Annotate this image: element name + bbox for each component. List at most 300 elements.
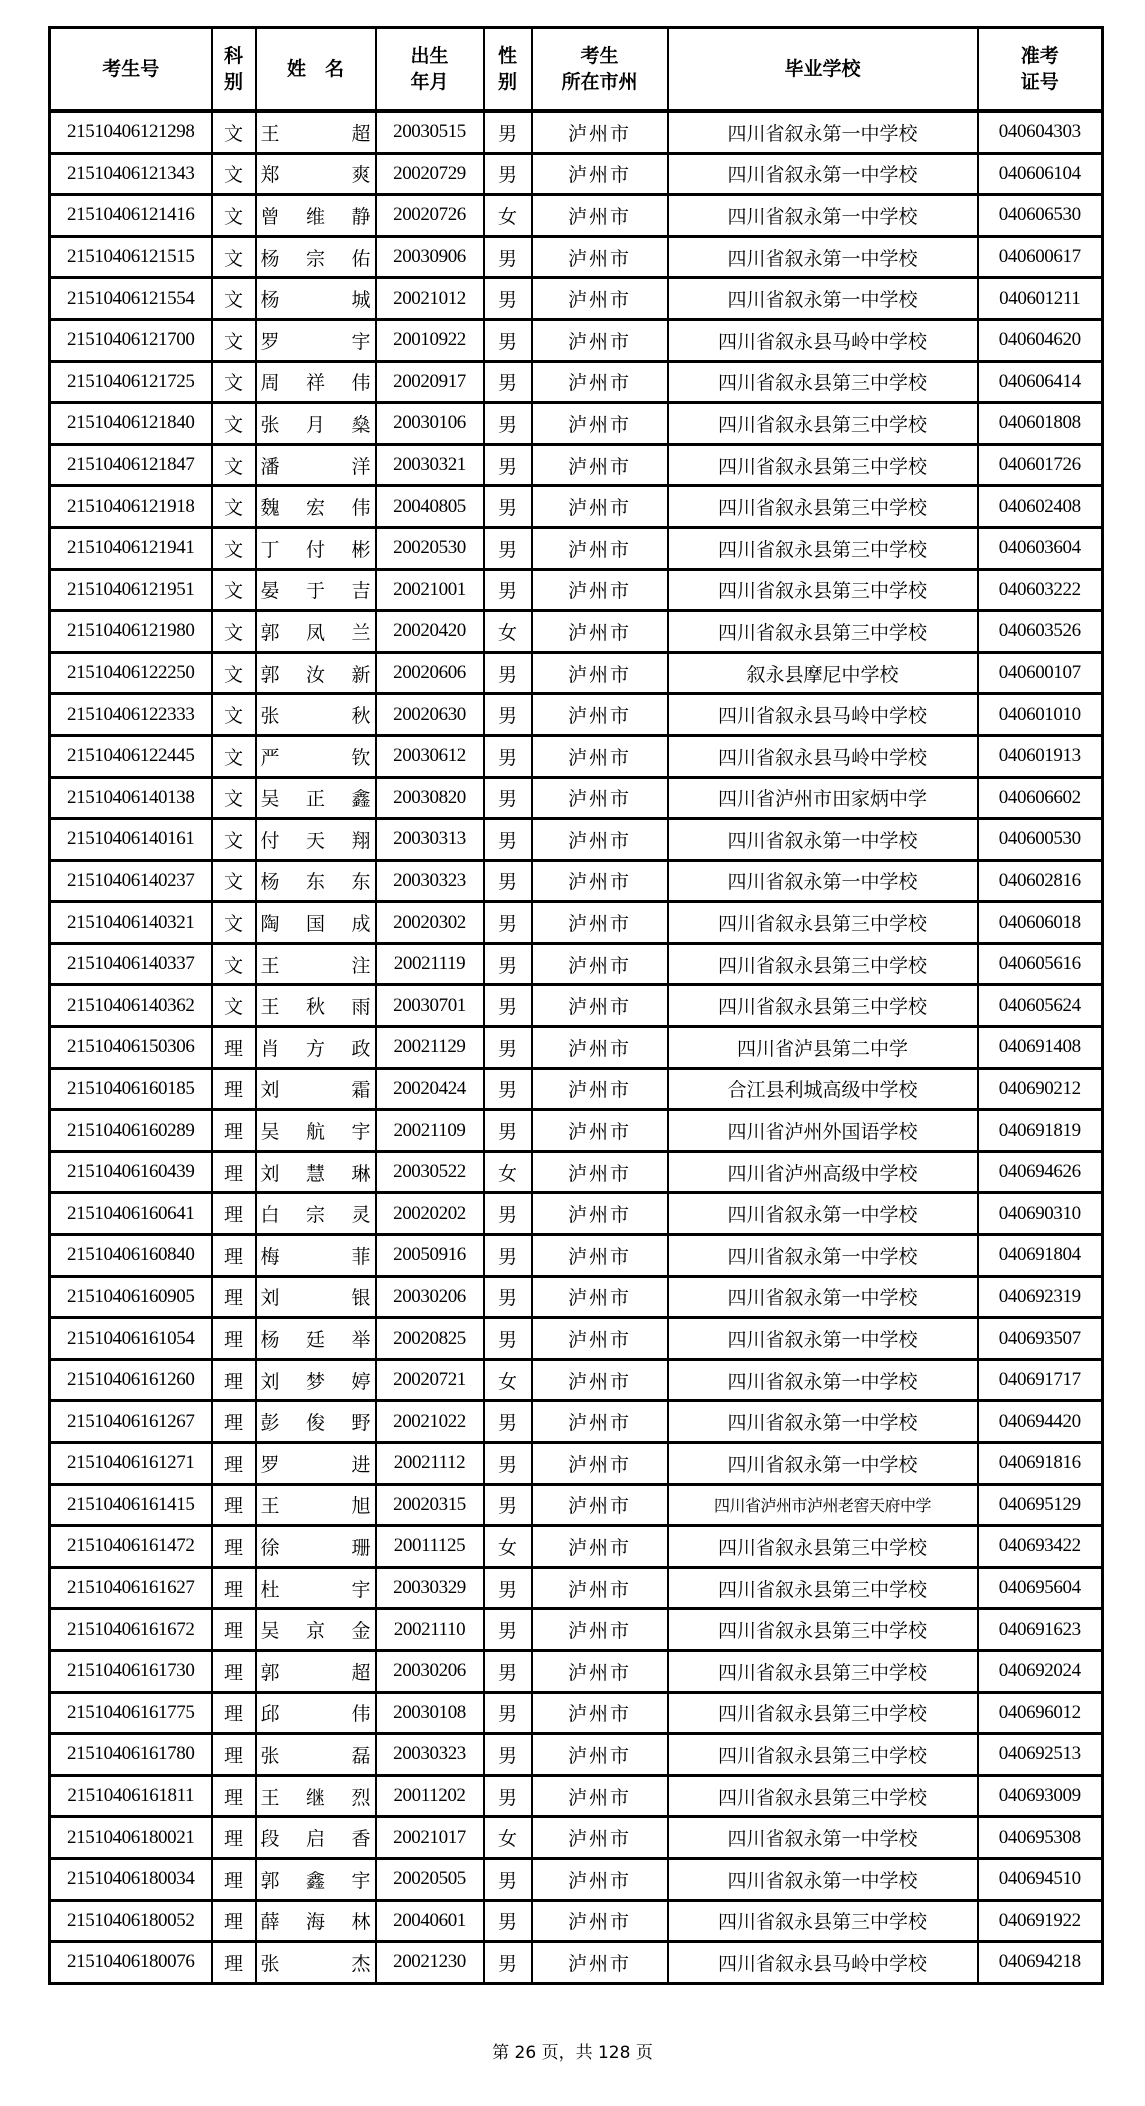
cell-exam-id: 21510406140337 [50, 943, 212, 985]
cell-birth-date: 20030906 [376, 236, 484, 278]
cell-ticket-number: 040602408 [978, 486, 1103, 528]
cell-subject: 理 [212, 1900, 256, 1942]
cell-city: 泸州市 [532, 1151, 668, 1193]
table-row [50, 735, 1103, 777]
cell-birth-date: 20030329 [376, 1567, 484, 1609]
table-row [50, 1858, 1103, 1900]
name-char: 杨 [260, 871, 280, 894]
name-char: 烈 [351, 1786, 371, 1809]
table-row [50, 1151, 1103, 1193]
name-char: 磊 [351, 1744, 371, 1767]
cell-ticket-number: 040601913 [978, 735, 1103, 777]
name-char: 菲 [351, 1245, 371, 1268]
cell-birth-date: 20020202 [376, 1193, 484, 1235]
cell-gender: 男 [484, 1734, 532, 1776]
cell-name [256, 1027, 376, 1069]
name-char: 国 [305, 913, 325, 936]
header-city-line1: 考生 [580, 45, 619, 67]
header-subject [212, 28, 256, 112]
cell-gender: 男 [484, 1900, 532, 1942]
cell-school: 四川省叙永第一中学校 [668, 236, 978, 278]
name-characters [261, 1450, 371, 1477]
name-characters [261, 410, 371, 437]
cell-school: 四川省叙永县第三中学校 [668, 1775, 978, 1817]
cell-name [256, 444, 376, 486]
cell-gender: 男 [484, 444, 532, 486]
name-char: 晏 [260, 580, 280, 603]
name-char: 方 [305, 1037, 325, 1060]
cell-name [256, 153, 376, 195]
cell-exam-id: 21510406121515 [50, 236, 212, 278]
cell-city: 泸州市 [532, 444, 668, 486]
table-row [50, 153, 1103, 195]
cell-city: 泸州市 [532, 902, 668, 944]
name-char: 天 [305, 829, 325, 852]
name-char: 陶 [260, 913, 280, 936]
cell-name [256, 777, 376, 819]
name-char: 吴 [260, 1620, 280, 1643]
cell-school: 四川省叙永第一中学校 [668, 1318, 978, 1360]
cell-subject: 文 [212, 486, 256, 528]
cell-gender: 男 [484, 569, 532, 611]
header-gender-line1: 性 [497, 45, 517, 67]
cell-ticket-number: 040606530 [978, 195, 1103, 237]
cell-exam-id: 21510406180034 [50, 1858, 212, 1900]
cell-name [256, 278, 376, 320]
cell-birth-date: 20021129 [376, 1027, 484, 1069]
cell-city: 泸州市 [532, 1734, 668, 1776]
cell-exam-id: 21510406121416 [50, 195, 212, 237]
header-gender-line2: 别 [497, 71, 517, 93]
name-char: 旭 [351, 1495, 371, 1518]
cell-subject: 文 [212, 278, 256, 320]
cell-name [256, 1318, 376, 1360]
name-characters [261, 368, 371, 395]
cell-ticket-number: 040601010 [978, 694, 1103, 736]
cell-name [256, 985, 376, 1027]
table-row [50, 1692, 1103, 1734]
name-char: 林 [351, 1911, 371, 1934]
cell-subject: 文 [212, 195, 256, 237]
cell-ticket-number: 040691804 [978, 1235, 1103, 1277]
name-characters [261, 1242, 371, 1269]
name-char: 超 [351, 122, 371, 145]
table-row [50, 694, 1103, 736]
name-characters [261, 1741, 371, 1768]
name-char: 郭 [260, 1869, 280, 1892]
cell-school: 四川省泸州市田家炳中学 [668, 777, 978, 819]
cell-ticket-number: 040695129 [978, 1484, 1103, 1526]
name-char: 祥 [305, 372, 325, 395]
cell-birth-date: 20020424 [376, 1068, 484, 1110]
cell-ticket-number: 040603604 [978, 527, 1103, 569]
name-char: 曾 [260, 205, 280, 228]
cell-exam-id: 21510406140321 [50, 902, 212, 944]
name-char: 俊 [305, 1412, 325, 1435]
cell-exam-id: 21510406121725 [50, 361, 212, 403]
cell-name [256, 111, 376, 153]
name-char: 翔 [351, 829, 371, 852]
table-row [50, 1526, 1103, 1568]
cell-ticket-number: 040605624 [978, 985, 1103, 1027]
name-char: 杰 [351, 1952, 371, 1975]
name-char: 王 [260, 1786, 280, 1809]
name-char: 刘 [260, 1162, 280, 1185]
cell-ticket-number: 040606104 [978, 153, 1103, 195]
name-char: 宗 [305, 247, 325, 270]
cell-subject: 理 [212, 1526, 256, 1568]
cell-city: 泸州市 [532, 1359, 668, 1401]
cell-city: 泸州市 [532, 569, 668, 611]
cell-exam-id: 21510406121840 [50, 403, 212, 445]
cell-subject: 文 [212, 860, 256, 902]
table-row [50, 403, 1103, 445]
cell-city: 泸州市 [532, 819, 668, 861]
cell-school: 四川省叙永县第三中学校 [668, 569, 978, 611]
cell-gender: 男 [484, 361, 532, 403]
cell-city: 泸州市 [532, 1692, 668, 1734]
cell-ticket-number: 040696012 [978, 1692, 1103, 1734]
name-char: 肖 [260, 1037, 280, 1060]
cell-ticket-number: 040692319 [978, 1276, 1103, 1318]
cell-subject: 理 [212, 1609, 256, 1651]
cell-subject: 文 [212, 985, 256, 1027]
name-characters [261, 244, 371, 271]
cell-birth-date: 20030206 [376, 1650, 484, 1692]
cell-birth-date: 20020606 [376, 652, 484, 694]
cell-school: 四川省叙永县马岭中学校 [668, 735, 978, 777]
name-char: 钦 [351, 746, 371, 769]
name-char: 伟 [351, 372, 371, 395]
cell-name [256, 1650, 376, 1692]
cell-birth-date: 20050916 [376, 1235, 484, 1277]
name-char: 银 [351, 1287, 371, 1310]
cell-gender: 男 [484, 403, 532, 445]
cell-gender: 男 [484, 943, 532, 985]
cell-gender: 男 [484, 1942, 532, 1984]
cell-birth-date: 20020420 [376, 611, 484, 653]
name-characters [261, 576, 371, 603]
header-school-label: 毕业学校 [784, 58, 861, 80]
table-row [50, 1817, 1103, 1859]
cell-ticket-number: 040605616 [978, 943, 1103, 985]
cell-exam-id: 21510406140362 [50, 985, 212, 1027]
cell-exam-id: 21510406160289 [50, 1110, 212, 1152]
cell-birth-date: 20020302 [376, 902, 484, 944]
table-row [50, 361, 1103, 403]
cell-school: 四川省叙永县第三中学校 [668, 1650, 978, 1692]
cell-gender: 女 [484, 1526, 532, 1568]
cell-exam-id: 21510406140161 [50, 819, 212, 861]
cell-name [256, 361, 376, 403]
cell-subject: 理 [212, 1318, 256, 1360]
cell-school: 四川省叙永第一中学校 [668, 819, 978, 861]
cell-subject: 理 [212, 1775, 256, 1817]
name-char: 秋 [305, 996, 325, 1019]
cell-birth-date: 20021022 [376, 1401, 484, 1443]
cell-city: 泸州市 [532, 1443, 668, 1485]
table-row [50, 860, 1103, 902]
table-body [50, 111, 1103, 1983]
cell-subject: 文 [212, 153, 256, 195]
cell-city: 泸州市 [532, 1318, 668, 1360]
name-characters [261, 1075, 371, 1102]
cell-exam-id: 21510406121980 [50, 611, 212, 653]
cell-school: 四川省叙永县马岭中学校 [668, 319, 978, 361]
cell-birth-date: 20030323 [376, 1734, 484, 1776]
name-characters [261, 1824, 371, 1851]
name-characters [261, 701, 371, 728]
name-characters [261, 452, 371, 479]
cell-exam-id: 21510406122250 [50, 652, 212, 694]
name-char: 伟 [351, 497, 371, 520]
name-char: 张 [260, 1952, 280, 1975]
cell-subject: 文 [212, 527, 256, 569]
table-row [50, 195, 1103, 237]
table-row [50, 527, 1103, 569]
cell-gender: 男 [484, 860, 532, 902]
cell-exam-id: 21510406161730 [50, 1650, 212, 1692]
cell-name [256, 1359, 376, 1401]
cell-birth-date: 20020726 [376, 195, 484, 237]
cell-exam-id: 21510406161811 [50, 1775, 212, 1817]
cell-birth-date: 20021001 [376, 569, 484, 611]
cell-gender: 男 [484, 486, 532, 528]
cell-exam-id: 21510406121700 [50, 319, 212, 361]
cell-subject: 理 [212, 1650, 256, 1692]
cell-school: 四川省叙永县第三中学校 [668, 611, 978, 653]
name-characters [261, 743, 371, 770]
table-row [50, 1443, 1103, 1485]
cell-city: 泸州市 [532, 1567, 668, 1609]
cell-gender: 女 [484, 611, 532, 653]
cell-birth-date: 20040601 [376, 1900, 484, 1942]
cell-birth-date: 20030522 [376, 1151, 484, 1193]
cell-name [256, 403, 376, 445]
cell-exam-id: 21510406121951 [50, 569, 212, 611]
cell-city: 泸州市 [532, 611, 668, 653]
header-ticket-line2: 证号 [1020, 71, 1059, 93]
name-characters [261, 1783, 371, 1810]
cell-gender: 女 [484, 1151, 532, 1193]
name-char: 杨 [260, 1329, 280, 1352]
cell-gender: 男 [484, 694, 532, 736]
cell-birth-date: 20020721 [376, 1359, 484, 1401]
table-row [50, 1567, 1103, 1609]
name-char: 吴 [260, 788, 280, 811]
cell-gender: 男 [484, 735, 532, 777]
name-char: 付 [305, 538, 325, 561]
name-characters [261, 992, 371, 1019]
cell-subject: 文 [212, 111, 256, 153]
cell-school: 四川省叙永县第三中学校 [668, 1734, 978, 1776]
name-characters [261, 1200, 371, 1227]
name-char: 凤 [305, 621, 325, 644]
cell-ticket-number: 040693422 [978, 1526, 1103, 1568]
cell-school: 四川省叙永县第三中学校 [668, 403, 978, 445]
cell-school: 四川省叙永县第三中学校 [668, 486, 978, 528]
name-char: 维 [305, 205, 325, 228]
name-char: 罗 [260, 1453, 280, 1476]
name-char: 邱 [260, 1703, 280, 1726]
cell-name [256, 694, 376, 736]
table-row [50, 111, 1103, 153]
header-subject-line1: 科 [223, 45, 243, 67]
cell-gender: 男 [484, 1235, 532, 1277]
cell-gender: 男 [484, 1276, 532, 1318]
cell-birth-date: 20030323 [376, 860, 484, 902]
cell-city: 泸州市 [532, 486, 668, 528]
table-row [50, 652, 1103, 694]
cell-gender: 男 [484, 153, 532, 195]
table-row [50, 1734, 1103, 1776]
name-characters [261, 1616, 371, 1643]
cell-birth-date: 20020917 [376, 361, 484, 403]
cell-name [256, 1817, 376, 1859]
header-ticket-line1: 准考 [1020, 45, 1059, 67]
cell-exam-id: 21510406160840 [50, 1235, 212, 1277]
cell-subject: 文 [212, 735, 256, 777]
name-char: 佑 [351, 247, 371, 270]
cell-city: 泸州市 [532, 1817, 668, 1859]
cell-subject: 文 [212, 319, 256, 361]
name-char: 张 [260, 705, 280, 728]
cell-school: 四川省叙永第一中学校 [668, 1276, 978, 1318]
name-char: 郭 [260, 1661, 280, 1684]
name-char: 刘 [260, 1287, 280, 1310]
cell-name [256, 236, 376, 278]
cell-birth-date: 20011202 [376, 1775, 484, 1817]
cell-ticket-number: 040691816 [978, 1443, 1103, 1485]
name-characters [261, 1866, 371, 1893]
name-char: 进 [351, 1453, 371, 1476]
cell-gender: 男 [484, 1692, 532, 1734]
cell-birth-date: 20030515 [376, 111, 484, 153]
cell-birth-date: 20020825 [376, 1318, 484, 1360]
name-char: 吴 [260, 1121, 280, 1144]
header-exam-id-label: 考生号 [102, 58, 160, 80]
table-row [50, 1110, 1103, 1152]
cell-subject: 理 [212, 1401, 256, 1443]
cell-exam-id: 21510406140138 [50, 777, 212, 819]
table-row [50, 985, 1103, 1027]
cell-school: 四川省叙永第一中学校 [668, 1235, 978, 1277]
table-header [50, 28, 1103, 112]
name-char: 杜 [260, 1578, 280, 1601]
cell-school: 四川省叙永第一中学校 [668, 860, 978, 902]
name-char: 郑 [260, 164, 280, 187]
cell-exam-id: 21510406180021 [50, 1817, 212, 1859]
cell-school: 四川省叙永县第三中学校 [668, 902, 978, 944]
name-char: 潘 [260, 455, 280, 478]
name-char: 薛 [260, 1911, 280, 1934]
cell-school: 四川省叙永县第三中学校 [668, 1567, 978, 1609]
cell-name [256, 735, 376, 777]
cell-birth-date: 20011125 [376, 1526, 484, 1568]
cell-name [256, 1151, 376, 1193]
cell-birth-date: 20030701 [376, 985, 484, 1027]
cell-name [256, 860, 376, 902]
cell-ticket-number: 040694626 [978, 1151, 1103, 1193]
header-name [256, 28, 376, 112]
cell-birth-date: 20021119 [376, 943, 484, 985]
table-row [50, 1609, 1103, 1651]
cell-gender: 男 [484, 1775, 532, 1817]
cell-city: 泸州市 [532, 1276, 668, 1318]
cell-subject: 理 [212, 1567, 256, 1609]
cell-school: 四川省叙永县第三中学校 [668, 527, 978, 569]
cell-subject: 文 [212, 902, 256, 944]
cell-city: 泸州市 [532, 1110, 668, 1152]
cell-school: 四川省叙永第一中学校 [668, 195, 978, 237]
name-char: 杨 [260, 289, 280, 312]
cell-city: 泸州市 [532, 153, 668, 195]
cell-birth-date: 20021112 [376, 1443, 484, 1485]
cell-exam-id: 21510406161271 [50, 1443, 212, 1485]
name-char: 慧 [305, 1162, 325, 1185]
cell-gender: 男 [484, 1609, 532, 1651]
cell-birth-date: 20030820 [376, 777, 484, 819]
cell-gender: 女 [484, 1817, 532, 1859]
cell-ticket-number: 040695604 [978, 1567, 1103, 1609]
name-char: 丁 [260, 538, 280, 561]
cell-name [256, 1484, 376, 1526]
name-char: 于 [305, 580, 325, 603]
cell-city: 泸州市 [532, 1068, 668, 1110]
cell-exam-id: 21510406121847 [50, 444, 212, 486]
cell-birth-date: 20020729 [376, 153, 484, 195]
name-char: 刘 [260, 1370, 280, 1393]
cell-subject: 文 [212, 361, 256, 403]
cell-gender: 男 [484, 1318, 532, 1360]
header-birth-line1: 出生 [410, 45, 449, 67]
cell-school: 四川省泸州高级中学校 [668, 1151, 978, 1193]
cell-name [256, 1526, 376, 1568]
name-char: 宇 [351, 1578, 371, 1601]
cell-school: 四川省叙永第一中学校 [668, 1401, 978, 1443]
table-row [50, 319, 1103, 361]
cell-city: 泸州市 [532, 111, 668, 153]
cell-city: 泸州市 [532, 652, 668, 694]
cell-name [256, 527, 376, 569]
cell-exam-id: 21510406180052 [50, 1900, 212, 1942]
cell-ticket-number: 040691819 [978, 1110, 1103, 1152]
header-school [668, 28, 978, 112]
table-row [50, 444, 1103, 486]
cell-school: 四川省叙永县第三中学校 [668, 985, 978, 1027]
table-row [50, 1068, 1103, 1110]
cell-school: 四川省叙永第一中学校 [668, 1193, 978, 1235]
name-char: 吉 [351, 580, 371, 603]
name-char: 周 [260, 372, 280, 395]
name-char: 正 [305, 788, 325, 811]
table-row [50, 1359, 1103, 1401]
cell-gender: 女 [484, 195, 532, 237]
name-char: 宗 [305, 1204, 325, 1227]
cell-ticket-number: 040600617 [978, 236, 1103, 278]
cell-school: 叙永县摩尼中学校 [668, 652, 978, 694]
cell-name [256, 1443, 376, 1485]
cell-exam-id: 21510406122333 [50, 694, 212, 736]
name-char: 付 [260, 829, 280, 852]
cell-name [256, 1276, 376, 1318]
cell-city: 泸州市 [532, 319, 668, 361]
page-number: 第 26 页，共 128 页 [492, 2043, 653, 2063]
cell-name [256, 902, 376, 944]
name-char: 静 [351, 205, 371, 228]
name-char: 婷 [351, 1370, 371, 1393]
cell-birth-date: 20020315 [376, 1484, 484, 1526]
